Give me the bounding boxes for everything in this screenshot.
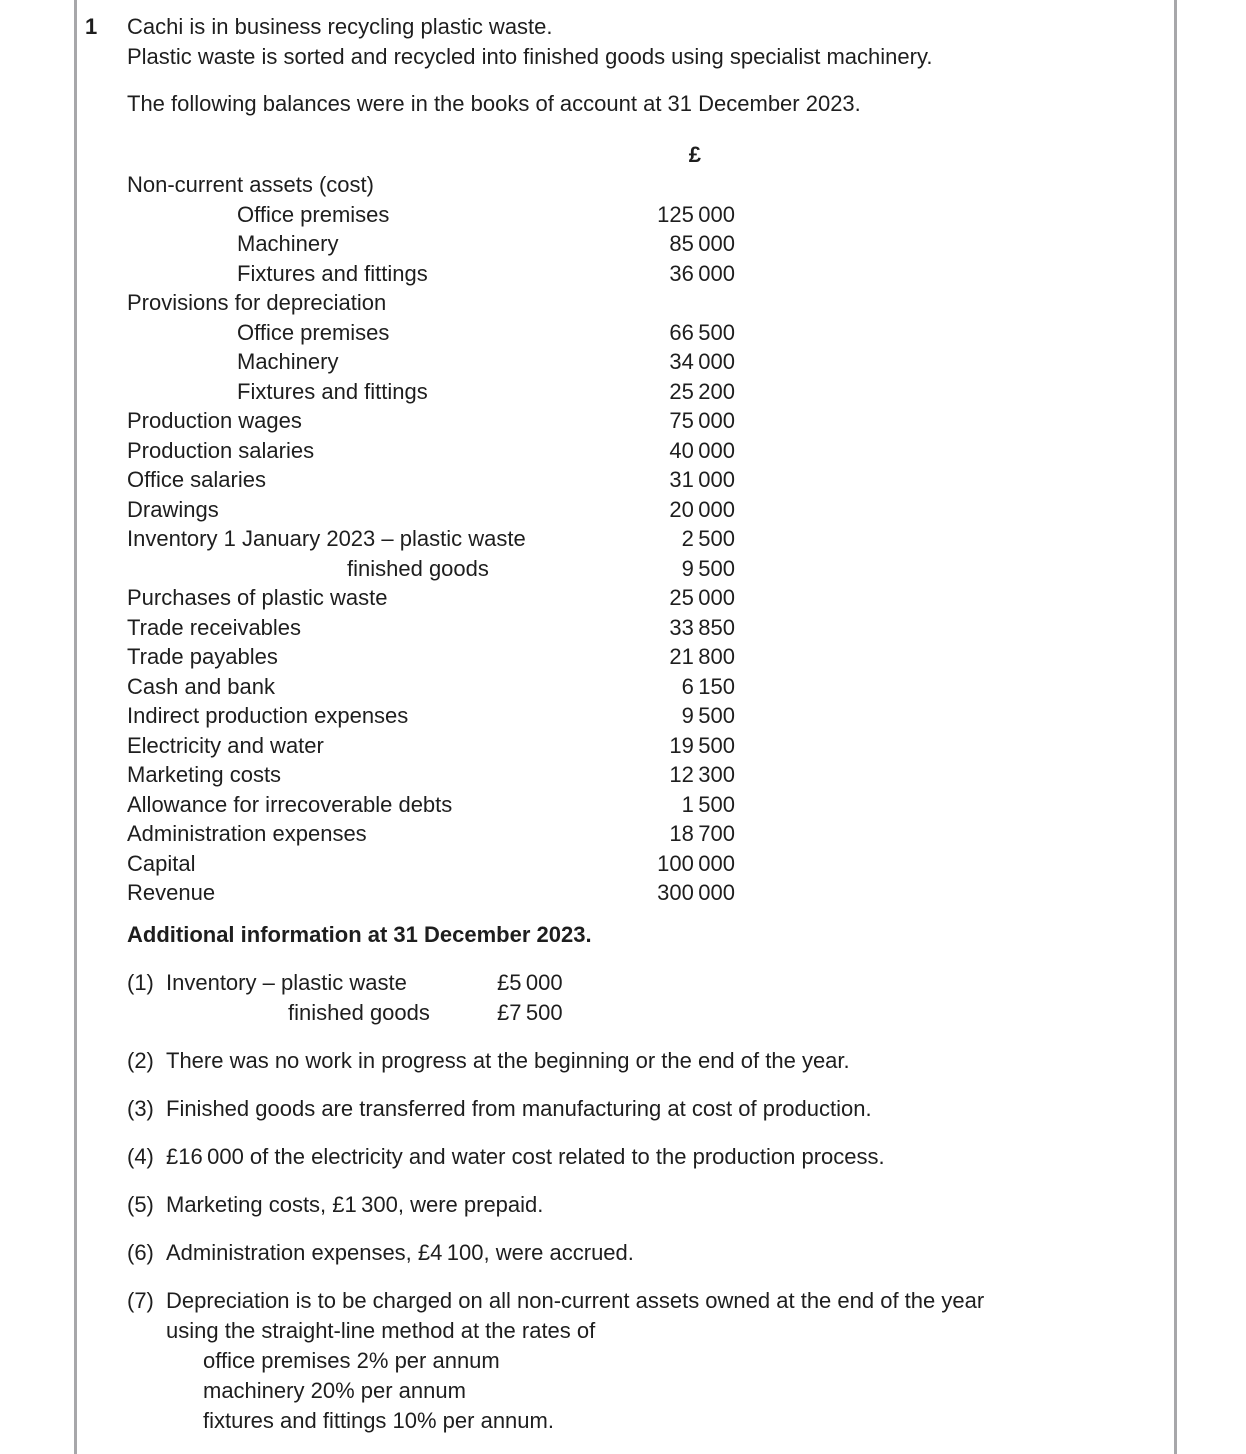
balance-row	[127, 613, 735, 643]
item-text	[166, 1142, 1024, 1172]
item-text	[166, 1286, 1024, 1436]
balance-value: 19 500	[669, 732, 735, 758]
additional-info-list	[127, 968, 1095, 1436]
question-body	[127, 12, 1095, 1436]
question-number: 1	[85, 14, 98, 39]
item-paragraph: There was no work in progress at the beginning or the end of the year.	[166, 1047, 850, 1073]
item-number: (1)	[127, 969, 154, 995]
balance-label: Trade payables	[127, 644, 278, 669]
balance-label: Fixtures and fittings	[237, 378, 428, 404]
currency-column-header: £	[688, 142, 701, 167]
balances-table	[127, 170, 735, 908]
balance-label: Revenue	[127, 880, 216, 905]
item-number: (6)	[127, 1239, 154, 1265]
balance-value: 25 200	[669, 378, 735, 404]
balance-value: 125 000	[657, 201, 735, 227]
balance-value: 9 500	[681, 703, 735, 728]
balance-row	[127, 200, 735, 230]
balance-value: 25 000	[669, 585, 735, 610]
depreciation-rate-line: office premises 2% per annum	[203, 1347, 500, 1373]
left-margin-rule	[74, 0, 77, 1454]
item-text	[166, 1190, 1024, 1220]
question-content	[85, 12, 1095, 1436]
balance-row	[127, 288, 735, 318]
inventory-amount: £5 000	[497, 969, 563, 995]
balance-row	[127, 554, 735, 584]
balance-row	[127, 672, 735, 702]
item-text	[166, 1094, 1024, 1124]
balance-row	[127, 406, 735, 436]
item-paragraph: Finished goods are transferred from manufacturing at cost of production.	[166, 1095, 872, 1121]
item-paragraph: Marketing costs, £1 300, were prepaid.	[166, 1191, 544, 1217]
balance-value	[636, 170, 735, 200]
balance-row	[127, 878, 735, 908]
balance-row	[127, 790, 735, 820]
balance-row	[127, 318, 735, 348]
additional-info-item	[127, 1286, 1095, 1436]
balance-value: 6 150	[681, 673, 735, 699]
balance-label: Office salaries	[127, 467, 266, 492]
balance-row	[127, 760, 735, 790]
balance-value: 1 500	[681, 791, 735, 817]
item-text	[166, 1046, 1024, 1076]
balance-value	[636, 288, 735, 318]
balance-value: 34 000	[669, 349, 735, 374]
balance-row	[127, 849, 735, 879]
balance-value: 66 500	[669, 319, 735, 345]
balance-value: 33 850	[669, 614, 735, 640]
balance-label: Provisions for depreciation	[127, 290, 387, 315]
balance-row	[127, 583, 735, 613]
intro-line-1: Cachi is in business recycling plastic waste.	[127, 14, 553, 39]
balance-value: 75 000	[669, 408, 735, 433]
balance-row	[127, 731, 735, 761]
balance-value: 300 000	[657, 880, 735, 905]
balance-row	[127, 170, 735, 200]
balance-label: Trade receivables	[127, 614, 302, 640]
additional-info-item	[127, 1094, 1095, 1124]
balance-value: 100 000	[657, 850, 735, 876]
right-margin-rule	[1174, 0, 1177, 1454]
balance-row	[127, 701, 735, 731]
item-paragraph: £16 000 of the electricity and water cost related to the production process.	[166, 1143, 885, 1169]
balance-label: Fixtures and fittings	[237, 260, 428, 286]
item-paragraph: Depreciation is to be charged on all non-current assets owned at the end of the year using the straight-line method at the rates of	[166, 1287, 985, 1343]
balance-label: Machinery	[237, 231, 339, 256]
balance-row	[127, 819, 735, 849]
balance-label: Allowance for irrecoverable debts	[127, 791, 453, 817]
depreciation-rate-line: machinery 20% per annum	[203, 1377, 466, 1403]
balance-label: Inventory 1 January 2023 – plastic waste	[127, 526, 526, 551]
additional-info-heading: Additional information at 31 December 2023.	[127, 921, 592, 947]
inventory-amount: £7 500	[497, 999, 563, 1025]
balance-label: Marketing costs	[127, 762, 282, 787]
balance-row	[127, 642, 735, 672]
balance-value: 12 300	[669, 762, 735, 787]
balance-label: Production wages	[127, 408, 302, 433]
depreciation-rate-line: fixtures and fittings 10% per annum.	[203, 1407, 554, 1433]
item-number: (2)	[127, 1047, 154, 1073]
balance-value: 36 000	[669, 260, 735, 286]
balance-row	[127, 229, 735, 259]
balance-value: 2 500	[681, 526, 735, 551]
additional-info-item	[127, 968, 1095, 1028]
balance-label: Electricity and water	[127, 732, 324, 758]
item-text	[166, 968, 1024, 1028]
item-paragraph: Administration expenses, £4 100, were accrued.	[166, 1239, 634, 1265]
balance-label: finished goods	[347, 555, 489, 581]
inventory-row	[166, 968, 1024, 998]
balance-row	[127, 377, 735, 407]
inventory-label: finished goods	[288, 999, 430, 1025]
balance-label: Production salaries	[127, 437, 315, 463]
balance-value: 9 500	[681, 555, 735, 581]
item-number: (5)	[127, 1191, 154, 1217]
balance-row	[127, 524, 735, 554]
balance-value: 21 800	[669, 644, 735, 669]
balance-label: Indirect production expenses	[127, 703, 409, 728]
balance-label: Office premises	[237, 201, 390, 227]
intro-line-2: Plastic waste is sorted and recycled into finished goods using specialist machinery.	[127, 44, 933, 69]
additional-info-item	[127, 1190, 1095, 1220]
balance-label: Drawings	[127, 496, 219, 522]
balance-label: Cash and bank	[127, 673, 275, 699]
balance-label: Office premises	[237, 319, 390, 345]
balance-value: 40 000	[669, 437, 735, 463]
balance-label: Capital	[127, 850, 196, 876]
additional-info-item	[127, 1238, 1095, 1268]
depreciation-rates	[166, 1346, 1024, 1436]
balance-row	[127, 495, 735, 525]
item-number: (7)	[127, 1287, 154, 1313]
additional-info-item	[127, 1046, 1095, 1076]
additional-info-item	[127, 1142, 1095, 1172]
inventory-row	[166, 998, 1024, 1028]
item-number: (4)	[127, 1143, 154, 1169]
balance-label: Machinery	[237, 349, 339, 374]
balance-row	[127, 465, 735, 495]
balance-label: Purchases of plastic waste	[127, 585, 388, 610]
balance-value: 20 000	[669, 496, 735, 522]
balance-label: Non-current assets (cost)	[127, 172, 374, 197]
balance-label: Administration expenses	[127, 821, 367, 846]
inventory-label: Inventory – plastic waste	[166, 969, 407, 995]
balance-value: 31 000	[669, 467, 735, 492]
balances-intro: The following balances were in the books of account at 31 December 2023.	[127, 91, 861, 116]
balance-value: 85 000	[669, 231, 735, 256]
balance-row	[127, 259, 735, 289]
item-number: (3)	[127, 1095, 154, 1121]
balance-row	[127, 347, 735, 377]
item-text	[166, 1238, 1024, 1268]
balance-value: 18 700	[669, 821, 735, 846]
balance-row	[127, 436, 735, 466]
